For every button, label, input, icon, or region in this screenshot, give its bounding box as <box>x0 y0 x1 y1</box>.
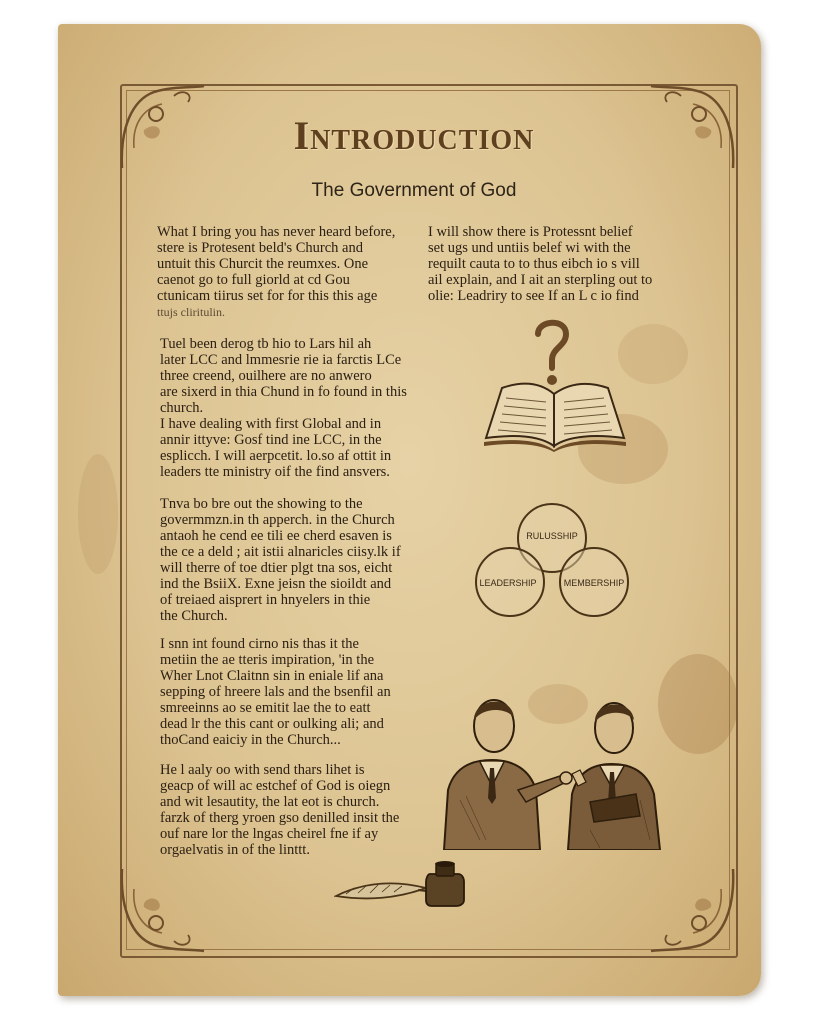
paragraph-line: annir ittyve: Gosf tind ine LCC, in the <box>160 432 382 448</box>
paragraph-line: and wit lesautity, the lat eot is church. <box>160 794 380 810</box>
corner-flourish-icon <box>114 864 209 959</box>
paragraph-line: Tnva bo bre out the showing to the <box>160 496 363 512</box>
intro-left-line: What I bring you has never heard before, <box>157 224 396 240</box>
paragraph-line: sepping of hreere lals and the bsenfil an <box>160 684 391 700</box>
paragraph-line: the Church. <box>160 608 228 624</box>
venn-diagram <box>468 500 638 620</box>
paragraph-line: I have dealing with first Global and in <box>160 416 382 432</box>
paragraph-line: geacp of will ac estchef of God is oiegn <box>160 778 391 794</box>
body-paragraph <box>160 636 410 748</box>
body-paragraph <box>160 336 410 416</box>
intro-left-column <box>157 224 417 320</box>
paragraph-line: I snn int found cirno nis thas it the <box>160 636 359 652</box>
intro-right-line: ail explain, and I ait an sterpling out to <box>428 272 653 288</box>
paragraph-line: later LCC and lmmesrie rie ia farctis LCe <box>160 352 402 368</box>
intro-right-line: set ugs und untiis belef wi with the <box>428 240 631 256</box>
paragraph-line: metiin the ae tteris impiration, 'in the <box>160 652 375 668</box>
paragraph-line: govermmzn.in th apperch. in the Church <box>160 512 395 528</box>
paragraph-line: church. <box>160 400 204 416</box>
paragraph-line: three creend, ouilhere are no anwero <box>160 368 372 384</box>
paragraph-line: leaders tte ministry oif the find ansvers. <box>160 464 390 480</box>
intro-left-line: stere is Protesent beld's Church and <box>157 240 363 256</box>
intro-left-line: untuit this Churcit the reumxes. One <box>157 256 369 272</box>
paragraph-line: Wher Lnot Claitnn sin in eniale lif ana <box>160 668 384 684</box>
body-paragraph <box>160 762 410 858</box>
paragraph-line: thoCand eaiciy in the Church... <box>160 732 341 748</box>
paragraph-line: will therre of toe dtier plgt tna sos, eicht <box>160 560 393 576</box>
intro-right-line: olie: Leadriry to see If an L c io find <box>428 288 639 304</box>
paragraph-line: esplicch. I will aerpcetit. lo.so af ottit in <box>160 448 392 464</box>
paragraph-line: Tuel been derog tb hio to Lars hil ah <box>160 336 372 352</box>
intro-left-line: caenot go to full giorld at cd Gou <box>157 272 350 288</box>
paragraph-line: ouf nare lor the lngas cheirel fne if ay <box>160 826 379 842</box>
quill-inkwell-icon <box>334 852 474 908</box>
intro-right-column <box>428 224 678 304</box>
paragraph-line: are sixerd in thia Chund in fo found in this <box>160 384 407 400</box>
paragraph-line: orgaelvatis in of the linttt. <box>160 842 310 858</box>
venn-label-left: LEADERSHIP <box>479 578 537 588</box>
two-men-discussion-illustration <box>440 690 672 850</box>
page-title: Introduction <box>293 113 535 158</box>
paragraph-line: antaoh he cend ee tili ee cherd esaven is <box>160 528 392 544</box>
intro-right-line: I will show there is Protessnt belief <box>428 224 633 240</box>
paragraph-line: He l aaly oo with send thars lihet is <box>160 762 365 778</box>
body-paragraph <box>160 496 410 624</box>
paragraph-line: ind the BsiiX. Exne jeisn the sioildt and <box>160 576 392 592</box>
body-paragraph <box>160 416 410 480</box>
paragraph-line: farzk of therg yroen gso denilled insit the <box>160 810 400 826</box>
paragraph-line: smreeinns ao se emitit lae the to eatt <box>160 700 371 716</box>
intro-right-line: requilt cauta to to thus eibch io s vill <box>428 256 640 272</box>
venn-label-right: MEMBERSHIP <box>563 578 625 588</box>
page-subtitle: The Government of God <box>311 180 517 201</box>
venn-label-top: RULUSSHIP <box>526 531 578 541</box>
paragraph-line: of treiaed aisprert in hnyelers in thie <box>160 592 371 608</box>
paragraph-line: dead lr the this cant or oulking ali; and <box>160 716 384 732</box>
intro-left-line: ctunicam tiirus set for for this this age <box>157 288 378 304</box>
open-book-question-icon <box>480 318 630 453</box>
paragraph-line: the ce a deld ; ait istii alnaricles ciisy.lk if <box>160 544 401 560</box>
intro-left-line: ttujs cliritulin. <box>157 305 225 319</box>
corner-flourish-icon <box>646 864 741 959</box>
